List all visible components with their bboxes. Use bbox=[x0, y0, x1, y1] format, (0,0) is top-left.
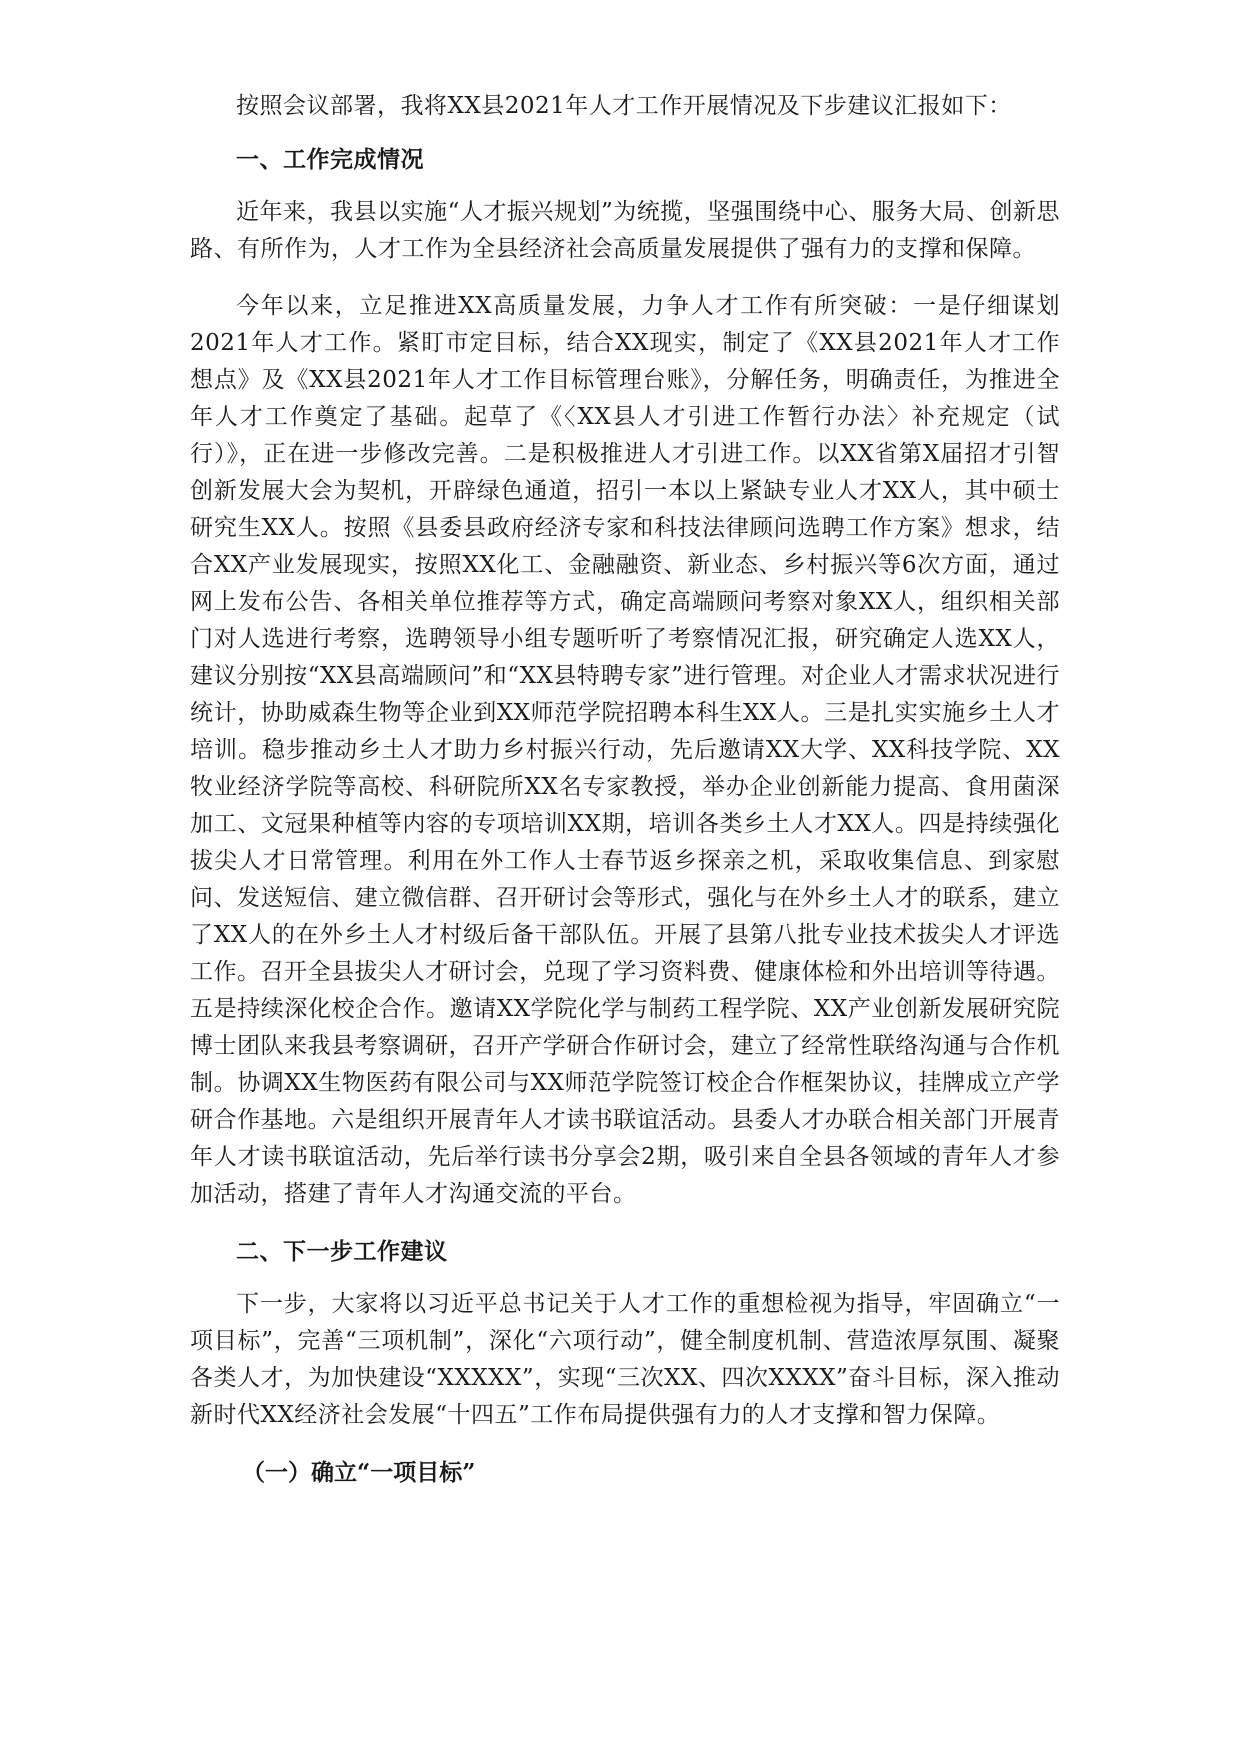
subsection-1-heading: （一）确立“一项目标” bbox=[242, 1459, 476, 1486]
intro-paragraph: 按照会议部署，我将XX县2021年人才工作开展情况及下步建议汇报如下： bbox=[236, 93, 1012, 119]
document-page bbox=[190, 88, 1060, 1491]
section-1-heading: 一、工作完成情况 bbox=[236, 146, 424, 173]
section-2-paragraph-1: 下一步，大家将以习近平总书记关于人才工作的重想检视为指导，牢固确立“一项目标”，完善“三项机制”，深化“六项行动”，健全制度机制、营造浓厚氛围、凝聚各类人才，为加快建设“XXXXX”，实现“三次XX、四次XXXX”奋斗目标，深入推动新时代XX经济社会发展“十四五”工作布局提供强有力的人才支撑和智力保障。 bbox=[190, 1291, 1060, 1428]
section-1-paragraph-1: 近年来，我县以实施“人才振兴规划”为统揽，坚强围绕中心、服务大局、创新思路、有所作为，人才工作为全县经济社会高质量发展提供了强有力的支撑和保障。 bbox=[190, 199, 1060, 262]
section-1-paragraph-2: 今年以来，立足推进XX高质量发展，力争人才工作有所突破：一是仔细谋划2021年人才工作。紧盯市定目标，结合XX现实，制定了《XX县2021年人才工作想点》及《XX县2021年人才工作目标管理台账》，分解任务，明确责任，为推进全年人才工作奠定了基础。起草了《〈XX县人才引进工作暂行办法〉补充规定（试行）》，正在进一步修改完善。二是积极推进人才引进工作。以XX省第X届招才引智创新发展大会为契机，开辟绿色通道，招引一本以上紧缺专业人才XX人，其中硕士研究生XX人。按照《县委县政府经济专家和科技法律顾问选聘工作方案》想求，结合XX产业发展现实，按照XX化工、金融融资、新业态、乡村振兴等6次方面，通过网上发布公告、各相关单位推荐等方式，确定高端顾问考察对象XX人，组织相关部门对人选进行考察，选聘领导小组专题听听了考察情况汇报，研究确定人选XX人，建议分别按“XX县高端顾问”和“XX县特聘专家”进行管理。对企业人才需求状况进行统计，协助威森生物等企业到XX师范学院招聘本科生XX人。三是扎实实施乡土人才培训。稳步推动乡土人才助力乡村振兴行动，先后邀请XX大学、XX科技学院、XX牧业经济学院等高校、科研院所XX名专家教授，举办企业创新能力提高、食用菌深加工、文冠果种植等内容的专项培训XX期，培训各类乡土人才XX人。四是持续强化拔尖人才日常管理。利用在外工作人士春节返乡探亲之机，采取收集信息、到家慰问、发送短信、建立微信群、召开研讨会等形式，强化与在外乡土人才的联系，建立了XX人的在外乡土人才村级后备干部队伍。开展了县第八批专业技术拔尖人才评选工作。召开全县拔尖人才研讨会，兑现了学习资料费、健康体检和外出培训等待遇。五是持续深化校企合作。邀请XX学院化学与制药工程学院、XX产业创新发展研究院博士团队来我县考察调研，召开产学研合作研讨会，建立了经常性联络沟通与合作机制。协调XX生物医药有限公司与XX师范学院签订校企合作框架协议，挂牌成立产学研合作基地。六是组织开展青年人才读书联谊活动。县委人才办联合相关部门开展青年人才读书联谊活动，先后举行读书分享会2期，吸引来自全县各领域的青年人才参加活动，搭建了青年人才沟通交流的平台。 bbox=[190, 293, 1060, 1207]
section-2-heading: 二、下一步工作建议 bbox=[236, 1238, 448, 1265]
